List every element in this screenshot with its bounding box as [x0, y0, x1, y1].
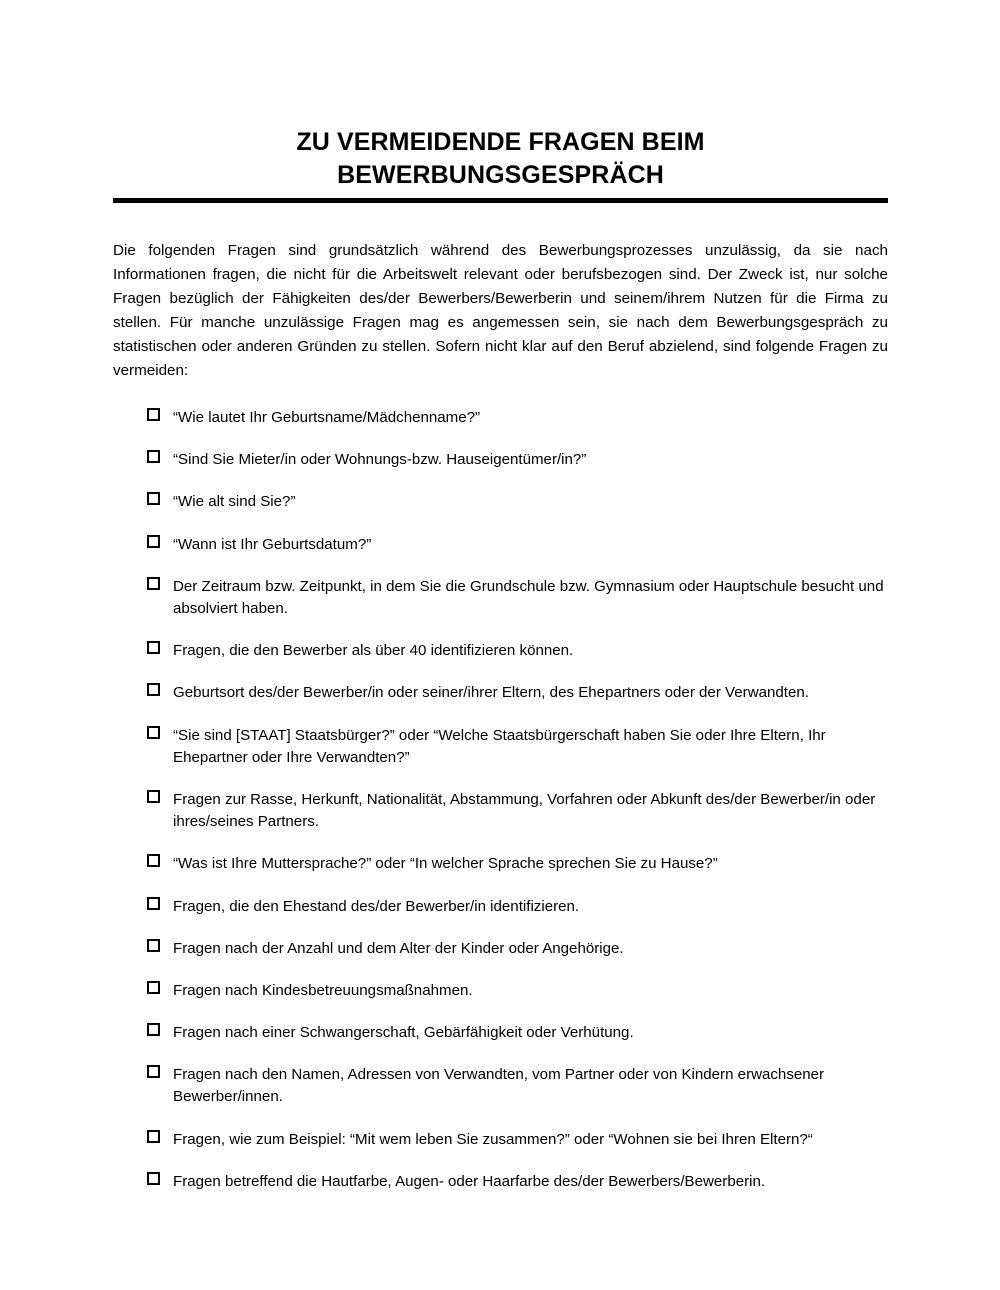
list-item-label: “Wie alt sind Sie?”	[173, 493, 296, 511]
list-item	[113, 896, 888, 918]
list-item	[113, 789, 888, 833]
checkbox-icon[interactable]	[147, 726, 164, 743]
list-item-label: Fragen, die den Ehestand des/der Bewerber/in identifizieren.	[173, 897, 580, 915]
list-item-label: Fragen betreffend die Hautfarbe, Augen- oder Haarfarbe des/der Bewerbers/Bewerberin.	[173, 1172, 766, 1190]
list-item	[113, 407, 888, 429]
list-item-label: “Sind Sie Mieter/in oder Wohnungs-bzw. Hauseigentümer/in?”	[173, 451, 587, 469]
list-item	[113, 1171, 888, 1193]
intro-paragraph: Die folgenden Fragen sind grundsätzlich während des Bewerbungsprozesses unzulässig, da sie nach Informationen fragen, die nicht für die Arbeitswelt relevant oder berufsbezogen sind. Der Zweck ist, nur solche Fragen bezüglich der Fähigkeiten des/der Bewerbers/Bewerberin und seinem/ihrem Nutzen für die Firma zu stellen. Für manche unzulässige Fragen mag es angemessen sein, sie nach dem Bewerbungsgespräch zu statistischen oder anderen Gründen zu stellen. Sofern nicht klar auf den Beruf abzielend, sind folgende Fragen zu vermeiden:	[113, 242, 888, 380]
checkbox-icon[interactable]	[147, 854, 164, 871]
checkbox-icon[interactable]	[147, 1023, 164, 1040]
list-item	[113, 1064, 888, 1108]
list-item-label: Fragen, die den Bewerber als über 40 identifizieren können.	[173, 642, 574, 660]
list-item	[113, 1129, 888, 1151]
checkbox-icon[interactable]	[147, 450, 164, 467]
list-item-label: “Was ist Ihre Muttersprache?” oder “In welcher Sprache sprechen Sie zu Hause?”	[173, 855, 718, 873]
checkbox-icon[interactable]	[147, 790, 164, 807]
page-title-line-1: ZU VERMEIDENDE FRAGEN BEIM	[296, 128, 705, 156]
list-item-label: Fragen nach den Namen, Adressen von Verwandten, vom Partner oder von Kindern erwachsener Bewerber/innen.	[173, 1066, 825, 1106]
avoid-questions-checklist	[113, 383, 888, 1193]
list-item-label: “Wann ist Ihr Geburtsdatum?”	[173, 535, 372, 553]
checkbox-icon[interactable]	[147, 535, 164, 552]
checkbox-icon[interactable]	[147, 1130, 164, 1147]
list-item	[113, 640, 888, 662]
list-item	[113, 1022, 888, 1044]
checkbox-icon[interactable]	[147, 939, 164, 956]
checkbox-icon[interactable]	[147, 1065, 164, 1082]
list-item	[113, 491, 888, 513]
checkbox-icon[interactable]	[147, 1172, 164, 1189]
list-item-label: Fragen nach einer Schwangerschaft, Gebärfähigkeit oder Verhütung.	[173, 1024, 634, 1042]
list-item-label: Geburtsort des/der Bewerber/in oder seiner/ihrer Eltern, des Ehepartners oder der Verwandten.	[173, 684, 809, 702]
list-item-label: Fragen, wie zum Beispiel: “Mit wem leben Sie zusammen?” oder “Wohnen sie bei Ihren Eltern?“	[173, 1130, 813, 1148]
list-item	[113, 725, 888, 769]
list-item-label: Fragen zur Rasse, Herkunft, Nationalität, Abstammung, Vorfahren oder Abkunft des/der Bewerber/in oder ihres/seines Partners.	[173, 790, 876, 831]
checkbox-icon[interactable]	[147, 981, 164, 998]
list-item	[113, 682, 888, 704]
checkbox-icon[interactable]	[147, 492, 164, 509]
page-title	[113, 0, 888, 192]
list-item-label: “Wie lautet Ihr Geburtsname/Mädchenname?”	[173, 409, 481, 427]
list-item	[113, 980, 888, 1002]
list-item-label: Der Zeitraum bzw. Zeitpunkt, in dem Sie die Grundschule bzw. Gymnasium oder Hauptschule besucht und absolviert haben.	[173, 577, 884, 618]
list-item	[113, 534, 888, 556]
list-item	[113, 576, 888, 620]
page-title-line-2: BEWERBUNGSGESPRÄCH	[337, 161, 664, 189]
list-item	[113, 938, 888, 960]
checkbox-icon[interactable]	[147, 408, 164, 425]
list-item-label: “Sie sind [STAAT] Staatsbürger?” oder “Welche Staatsbürgerschaft haben Sie oder Ihre Eltern, Ihr Ehepartner oder Ihre Verwandten?”	[173, 726, 826, 766]
list-item	[113, 853, 888, 875]
list-item-label: Fragen nach der Anzahl und dem Alter der Kinder oder Angehörige.	[173, 939, 624, 957]
document-content	[113, 0, 888, 1193]
checkbox-icon[interactable]	[147, 577, 164, 594]
list-item-label: Fragen nach Kindesbetreuungsmaßnahmen.	[173, 981, 473, 999]
list-item	[113, 449, 888, 471]
checkbox-icon[interactable]	[147, 683, 164, 700]
checkbox-icon[interactable]	[147, 641, 164, 658]
checkbox-icon[interactable]	[147, 897, 164, 914]
